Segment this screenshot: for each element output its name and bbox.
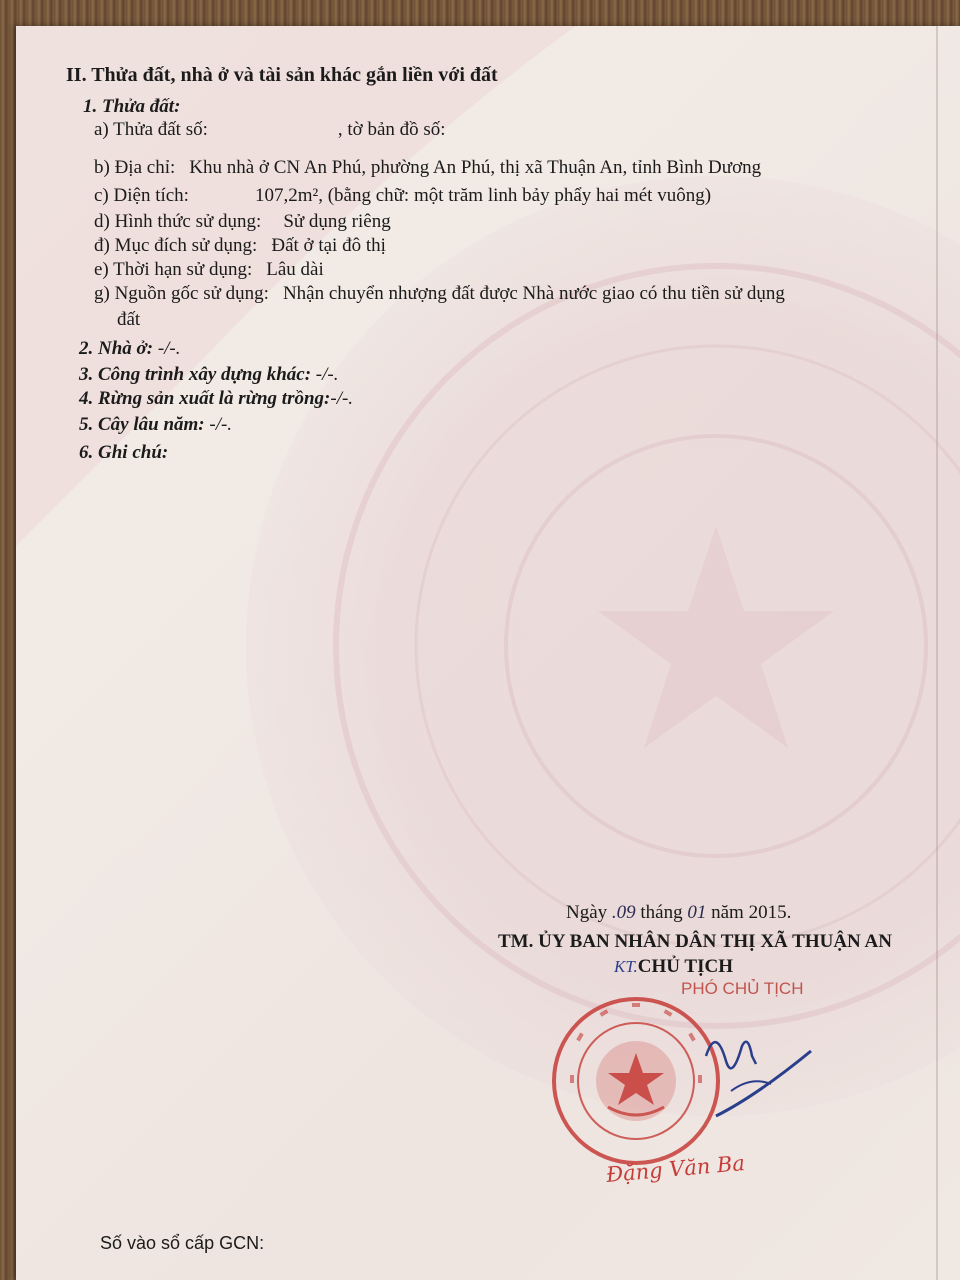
map-sheet-label: , tờ bản đồ số: (337, 119, 446, 140)
parcel-number-label: a) Thửa đất số: (94, 119, 208, 140)
area-label: c) Diện tích: (94, 185, 189, 206)
usage-purpose-row (94, 235, 386, 257)
house-row (79, 338, 181, 360)
area-row (94, 185, 711, 207)
date-month: 01 (687, 902, 707, 923)
construction-label: 3. Công trình xây dựng khác: (79, 364, 312, 385)
usage-form-row (94, 211, 391, 233)
usage-term-value: Lâu dài (266, 259, 324, 280)
perennial-row (79, 414, 232, 436)
usage-term-row (94, 259, 324, 281)
signing-date (566, 902, 791, 924)
perennial-value: -/-. (209, 414, 233, 435)
notes-label: 6. Ghi chú: (79, 442, 169, 463)
house-label: 2. Nhà ở: (79, 338, 154, 359)
usage-purpose-label: đ) Mục đích sử dụng: (94, 235, 258, 256)
kt-handwritten-mark: KT. (614, 957, 638, 976)
usage-term-label: e) Thời hạn sử dụng: (94, 259, 253, 280)
date-prefix: Ngày (566, 902, 608, 923)
forest-label: 4. Rừng sản xuất là rừng trồng: (79, 388, 331, 409)
forest-value: -/-. (330, 388, 354, 409)
date-month-word: tháng (640, 902, 683, 923)
area-value: 107,2m², (bằng chữ: một trăm linh bảy phẩy hai mét vuông) (254, 185, 712, 206)
forest-row (79, 388, 353, 410)
date-day: .09 (611, 902, 636, 923)
deputy-chairman-title: PHÓ CHỦ TỊCH (681, 979, 804, 998)
usage-form-label: d) Hình thức sử dụng: (94, 211, 262, 232)
origin-continued: đất (117, 309, 141, 330)
registry-number-label: Số vào sổ cấp GCN: (100, 1233, 265, 1253)
perennial-label: 5. Cây lâu năm: (79, 414, 205, 435)
address-row (94, 157, 761, 179)
origin-row (94, 283, 785, 305)
certificate-page (16, 26, 960, 1280)
date-year-word: năm (711, 902, 744, 923)
chairman-title: CHỦ TỊCH (637, 956, 733, 977)
handwritten-signature (696, 1016, 816, 1126)
page-fold (936, 26, 938, 1280)
notes-row (79, 442, 168, 464)
date-year: 2015. (748, 902, 792, 923)
usage-purpose-value: Đất ở tại đô thị (271, 235, 386, 256)
land-heading: 1. Thửa đất: (83, 96, 181, 117)
usage-form-value: Sử dụng riêng (283, 211, 391, 232)
origin-label: g) Nguồn gốc sử dụng: (94, 283, 269, 304)
construction-value: -/-. (315, 364, 339, 385)
chairman-title-row (614, 956, 733, 978)
section-title: II. Thửa đất, nhà ở và tài sản khác gắn liền với đất (66, 64, 498, 86)
origin-value: Nhận chuyển nhượng đất được Nhà nước giao có thu tiền sử dụng (282, 283, 785, 304)
address-value: Khu nhà ở CN An Phú, phường An Phú, thị xã Thuận An, tỉnh Bình Dương (189, 157, 762, 178)
address-label: b) Địa chỉ: (94, 157, 176, 178)
house-value: -/-. (157, 338, 181, 359)
issuing-organization: TM. ỦY BAN NHÂN DÂN THỊ XÃ THUẬN AN (498, 931, 892, 952)
signer-name: Đặng Văn Ba (605, 1150, 746, 1188)
construction-row (79, 364, 338, 386)
parcel-number-row (94, 119, 446, 141)
